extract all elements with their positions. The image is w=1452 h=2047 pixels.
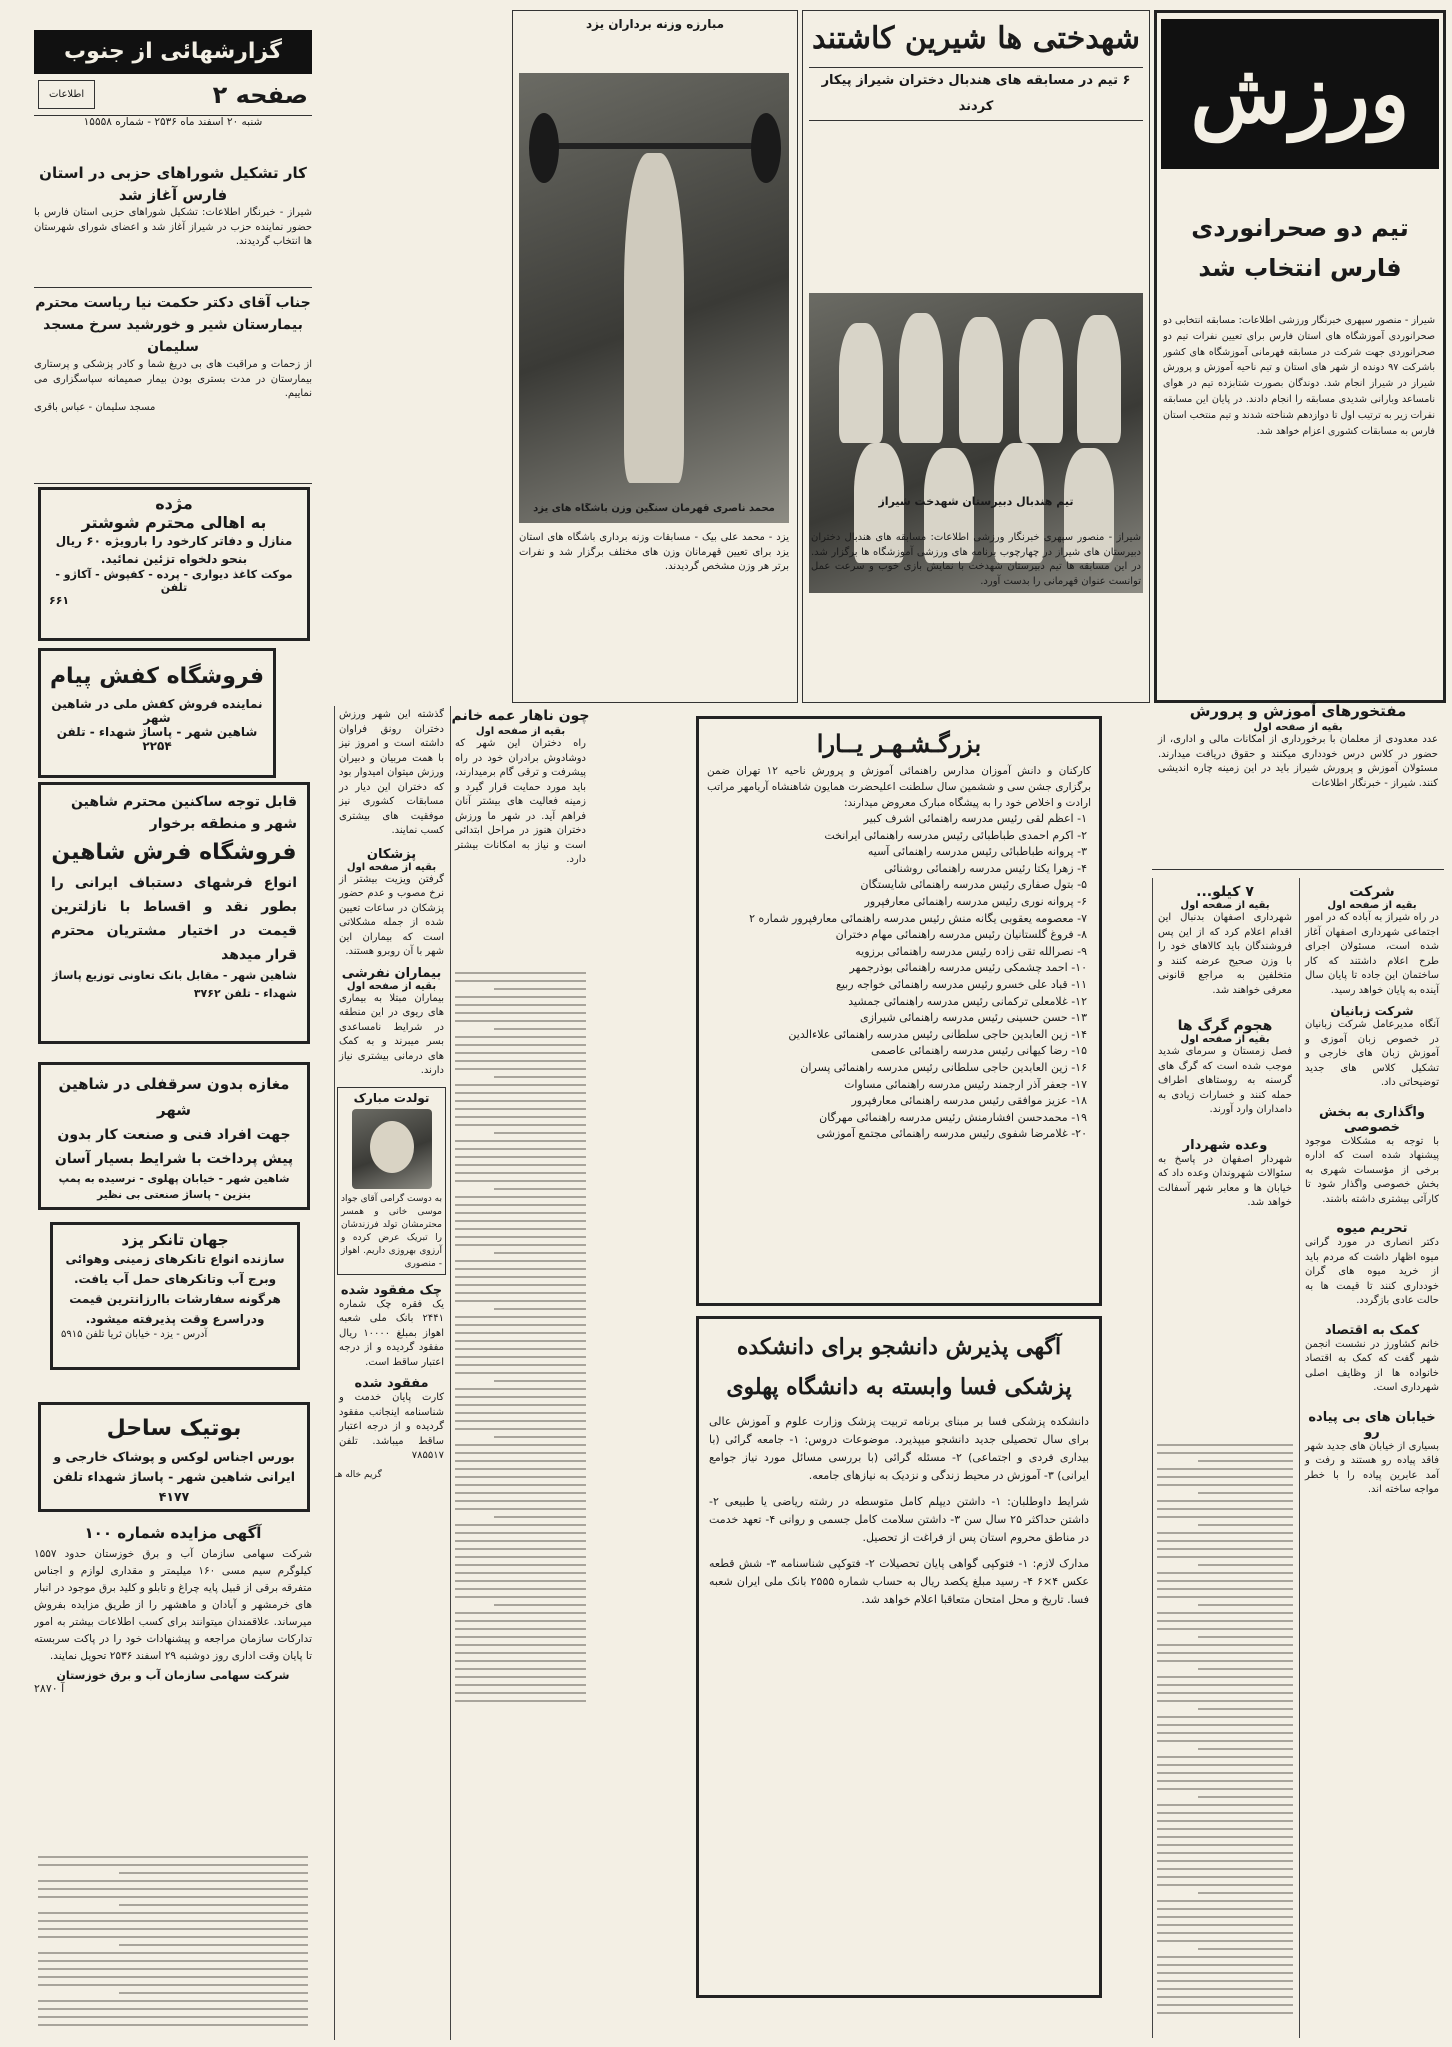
principal-entry: ۹- نصرالله تقی زاده رئیس مدرسه راهنمائی برزویه bbox=[855, 944, 1087, 958]
shahin-title: فروشگاه فرش شاهین bbox=[51, 840, 297, 865]
vagozari-title: واگذاری به بخش خصوصی bbox=[1319, 1104, 1425, 1135]
handball-body: شیراز - منصور سپهری خبرنگار ورزشی اطلاعات: مسابقه های هندبال دختران دبیرستان های شیراز در چهارچوب برنامه های ورزشی آموزشگاه ها برگزار شد. در این مسابقه ها تیم دبیرستان شهدخت با نمایش بازی خوب و سرعت عمل توانست عنوان قهرمانی را بدست آورد. bbox=[811, 532, 1141, 587]
south-title: گزارشهائی از جنوب bbox=[34, 30, 312, 74]
player-figure bbox=[1077, 315, 1121, 443]
councils-article bbox=[34, 162, 312, 288]
payam-title: فروشگاه کفش پیام bbox=[49, 664, 265, 689]
principal-entry: ۱۸- عزیز موافقی رئیس مدرسه راهنمائی معارفپرور bbox=[851, 1094, 1087, 1108]
tanker-line1: سازنده انواع تانکرهای زمینی وهوائی وبرج آب وتانکرهای حمل آب یافت. bbox=[65, 1252, 285, 1286]
auction-code: آ ۲۸۷۰ bbox=[34, 1682, 65, 1695]
ad-store bbox=[38, 1062, 310, 1210]
amehkhanom-title: چون ناهار عمه خانم bbox=[451, 708, 590, 724]
pezeshkan-sub: بقیه از صفحه اول bbox=[346, 861, 437, 873]
shirkat-sub: بقیه از صفحه اول bbox=[1327, 900, 1417, 911]
ettelaat-logo: اطلاعات bbox=[38, 80, 95, 109]
thanks-title: جناب آقای دکتر حکمت نیا ریاست محترم بیمارستان شیر و خورشید سرخ مسجد سلیمان bbox=[35, 295, 311, 355]
shahin-line1: انواع فرشهای دستباف ایرانی را بطور نقد و اقساط با نازلترین قیمت در اختیار مشتریان محترم قرار میدهد bbox=[51, 875, 297, 963]
text-filler bbox=[38, 1850, 308, 2030]
admission-documents: مدارک لازم: ۱- فتوکپی گواهی پایان تحصیلات ۲- فتوکپی شناسنامه ۳- شش قطعه عکس ۴×۶ ۴- رسید مبلغ یکصد ریال به حساب شماره ۲۵۵۵ بانک ملی ایران شعبه فسا. تاریخ و محل امتحان متعاقبا اعلام خواهد شد. bbox=[709, 1557, 1089, 1606]
bimaran-body: بیماران مبتلا به بیماری های ریوی در این منطقه در شرایط نامساعدی بسر میبرند و به کمک های درمانی بیشتری نیاز دارند. bbox=[339, 992, 444, 1076]
cheque-note: گریم خاله هـ bbox=[335, 1469, 382, 1480]
player-figure bbox=[959, 317, 1003, 443]
birthday-body: به دوست گرامی آقای جواد موسی خانی و همسر محترمشان تولد فرزندشان را تبریک عرض کرده و آرزوی بهروزی داریم. اهواز - منصوری bbox=[341, 1193, 442, 1269]
weightlifting-body: یزد - محمد علی بیک - مسابقات وزنه برداری باشگاه های استان یزد برای تعیین قهرمانان وزن های مختلف برگزار شد و نفرات برتر هر وزن مشخص گردیدند. bbox=[519, 532, 789, 572]
col-left-top-body: گذشته این شهر ورزش دختران رونق فراوان داشته است و امروز نیز با همت مربیان و دبیران ورزش میتوان امیدوار بود که دختران این دیار در مسابقات کشوری نیز موفقیت های بیشتری کسب نمایند. bbox=[339, 709, 444, 836]
lost-title: مفقود شده bbox=[354, 1376, 429, 1391]
text-filler bbox=[1157, 1438, 1293, 2028]
vadeh-title: وعده شهردار bbox=[1182, 1137, 1268, 1153]
right-lower-col-a bbox=[1299, 878, 1444, 2038]
sports-section bbox=[1154, 10, 1446, 703]
store-line2: شاهین شهر - خیابان پهلوی - نرسیده به پمپ بنزین - پاساژ صنعتی بی نظیر bbox=[58, 1173, 290, 1201]
cheque-body: یک فقره چک شماره ۲۴۴۱ بانک ملی شعبه اهواز بمبلغ ۱۰۰۰۰ ریال مفقود گردیده و از درجه اعتبار ساقط است. bbox=[339, 1298, 444, 1368]
principal-entry: ۴- زهرا یکتا رئیس مدرسه راهنمائی روشنائی bbox=[884, 861, 1087, 875]
handball-caption: تیم هندبال دبیرستان شهدخت شیراز bbox=[878, 495, 1074, 508]
mid-col-right bbox=[450, 706, 590, 2040]
barbell-plate bbox=[529, 113, 559, 183]
baby-face bbox=[370, 1121, 414, 1173]
sports-headline: تیم دو صحرانوردی فارس انتخاب شد bbox=[1191, 214, 1409, 282]
ad-payam bbox=[38, 648, 276, 778]
councils-title: کار تشکیل شوراهای حزبی در استان فارس آغاز شد bbox=[39, 164, 307, 204]
boutique-line1: بورس اجناس لوکس و پوشاک خارجی و ایرانی شاهین شهر - پاساژ شهداء تلفن ۴۱۷۷ bbox=[52, 1449, 296, 1504]
komak-title: کمک به اقتصاد bbox=[1324, 1322, 1420, 1338]
south-page: صفحه ۲ bbox=[212, 80, 308, 109]
thanks-body: از زحمات و مراقبت های بی دریغ شما و کادر پزشکی و پرستاری بیمارستان در مدت بستری بودن بیمار صمیمانه سپاسگزاری می نماییم. bbox=[34, 359, 312, 399]
principal-entry: ۶- پروانه نوری رئیس مدرسه راهنمائی معارفپرور bbox=[864, 894, 1087, 908]
principal-entry: ۷- معصومه یعقوبی یگانه منش رئیس مدرسه راهنمائی معارفپرور شماره ۲ bbox=[749, 911, 1087, 925]
principal-entry: ۱۲- غلامعلی ترکمانی رئیس مدرسه راهنمائی جمشید bbox=[848, 994, 1087, 1008]
admission-title: آگهی پذیرش دانشجو برای دانشکده پزشکی فسا وابسته به دانشگاه پهلوی bbox=[726, 1334, 1072, 1400]
pezeshkan-body: گرفتن ویزیت بیشتر از نرخ مصوب و عدم حضور پزشکان در ساعات تعیین شده از جمله مشکلاتی است که بیماران این شهر با آن روبرو هستند. bbox=[339, 873, 444, 957]
lost-body: کارت پایان خدمت و شناسنامه اینجانب مفقود گردیده و از درجه اعتبار ساقط میباشد. تلفن ۷۸۵۵۱۷ bbox=[339, 1392, 444, 1461]
principal-entry: ۳- پروانه طباطبائی رئیس مدرسه راهنمائی آسیه bbox=[867, 845, 1087, 859]
barbell-bar bbox=[539, 143, 769, 149]
amehkhanom-sub: بقیه از صفحه اول bbox=[475, 726, 566, 737]
store-title: مغازه بدون سرقفلی در شاهین شهر bbox=[58, 1075, 290, 1119]
weightlifting-section bbox=[512, 10, 798, 703]
ad-shahin-carpet bbox=[38, 782, 310, 1044]
bozorgdasht-notice bbox=[696, 716, 1102, 1306]
principal-entry: ۵- بتول صفاری رئیس مدرسه راهنمائی شایستگان bbox=[860, 878, 1087, 892]
shahin-line2: شاهین شهر - مقابل بانک تعاونی توزیع پاساژ شهداء - تلفن ۳۷۶۲ bbox=[52, 969, 297, 1000]
principal-entry: ۱۳- حسن حسینی رئیس مدرسه راهنمائی شیرازی bbox=[859, 1011, 1087, 1025]
vadeh-body: شهردار اصفهان در پاسخ به سئوالات شهروندان وعده داد که خیابان ها و معابر شهر آسفالت خواهد شد. bbox=[1158, 1153, 1292, 1208]
gorg-sub: بقیه از صفحه اول bbox=[1180, 1034, 1270, 1045]
admission-conditions: شرایط داوطلبان: ۱- داشتن دیپلم کامل متوسطه در رشته ریاضی یا طبیعی ۲- داشتن حداکثر ۲۵ سال سن ۳- داشتن سلامت کامل جسمی و روانی ۴- تعهد خدمت در مناطق محروم استان پس از فراغت از تحصیل. bbox=[709, 1495, 1089, 1544]
auction-notice bbox=[34, 1520, 312, 2040]
bozorgdasht-intro: کارکنان و دانش آموزان مدارس راهنمائی آموزش و پرورش ناحیه ۱۲ تهران ضمن برگزاری جشن سی و ششمین سال سلطنت اعلیحضرت همایون شاهنشاه آریامهر مراتب ارادت و اخلاص خود را به پیشگاه مبارک معروض میدارند: bbox=[707, 765, 1092, 809]
sports-logo: ورزش bbox=[1161, 19, 1439, 169]
payam-line1: نماینده فروش کفش ملی در شاهین شهر bbox=[51, 697, 263, 725]
khiaban-body: بسیاری از خیابان های جدید شهر فاقد پیاده رو هستند و رفت و آمد عابرین پیاده را با خطر مواجه ساخته اند. bbox=[1305, 1440, 1439, 1495]
principal-entry: ۱۶- زین العابدین حاجی سلطانی رئیس مدرسه راهنمائی پسران bbox=[800, 1060, 1087, 1074]
birthday-notice bbox=[337, 1087, 446, 1275]
south-header bbox=[34, 30, 312, 158]
handball-section bbox=[802, 10, 1150, 703]
shahin-top: قابل توجه ساکنین محترم شاهین شهر و منطقه برخوار bbox=[71, 794, 297, 832]
principal-entry: ۱۷- جعفر آذر ارجمند رئیس مدرسه راهنمائی مساوات bbox=[844, 1077, 1087, 1091]
principal-entry: ۸- فروغ گلستانیان رئیس مدرسه راهنمائی مهام دختران bbox=[835, 928, 1087, 942]
baby-photo bbox=[352, 1109, 432, 1189]
principal-entry: ۱۰- احمد چشمکی رئیس مدرسه راهنمائی بوذرجمهر bbox=[849, 961, 1087, 975]
player-figure bbox=[899, 313, 943, 443]
payam-line2: شاهین شهر - پاساژ شهداء - تلفن ۲۲۵۴ bbox=[56, 725, 258, 753]
tanker-line2: هرگونه سفارشات باارزانترین قیمت ودراسرع وقت پذیرفته میشود. bbox=[69, 1292, 281, 1326]
principal-list bbox=[707, 811, 1091, 1143]
player-figure bbox=[1019, 319, 1063, 443]
mojdeh-line1: به اهالی محترم شوشتر bbox=[81, 513, 267, 532]
kilo-sub: بقیه از صفحه اول bbox=[1180, 900, 1270, 911]
boutique-title: بوتیک ساحل bbox=[106, 1416, 242, 1441]
weightlifting-title: مبارزه وزنه برداران یزد bbox=[585, 17, 725, 31]
principal-entry: ۱۱- قباد علی خسرو رئیس مدرسه راهنمائی خواجه ربیع bbox=[836, 977, 1087, 991]
councils-body: شیراز - خبرنگار اطلاعات: تشکیل شوراهای حزبی استان فارس با حضور نماینده حزب در شیراز آغاز شد و اعضای شورای شهرستان ها انتخاب گردیدند. bbox=[34, 207, 312, 247]
teachers-title: مفتخورهای آموزش و پرورش bbox=[1189, 702, 1407, 720]
thanks-signature: مسجد سلیمان - عباس باقری bbox=[34, 401, 156, 413]
thanks-notice bbox=[34, 292, 312, 484]
kilo-title: ۷ کیلو... bbox=[1196, 884, 1254, 900]
teachers-sub: بقیه از صفحه اول bbox=[1253, 722, 1343, 733]
principal-entry: ۱۴- زین العابدین حاجی سلطانی رئیس مدرسه راهنمائی علاءالدین bbox=[788, 1027, 1087, 1041]
teachers-article bbox=[1152, 700, 1444, 870]
sports-body: شیراز - منصور سپهری خبرنگار ورزشی اطلاعات: مسابقه انتخابی دو صحرانوردی آموزشگاه های استان فارس برای تعیین نفرات تیم دو صحرانوردی جهت شرکت در مسابقه قهرمانی آموزشگاه های کشور باشرکت ۹۷ دونده از شهر های استان و تیم ناحیه آموزش و پرورش شیراز در شیراز انجام شد. دوندگان بصورت شتابزده تیم در هوای نامساعد وبارانی شدیدی مسابقه را انجام دادند. در پایان این مسابقه نفرات زیر به ترتیب اول تا دوازدهم شناخته شدند و تیم منتخب استان فارس به مسابقات کشوری اعزام خواهد شد. bbox=[1163, 315, 1435, 437]
khiaban-title: خیابان های بی پیاده رو bbox=[1308, 1409, 1436, 1440]
kilo-body: شهرداری اصفهان بدنبال این اقدام اعلام کرد که از این پس فروشندگان باید کالاهای خود را با وزن صحیح عرضه کنند و متخلفین به مراجع قانونی معرفی خواهند شد. bbox=[1158, 912, 1292, 996]
shirkat-body: در راه شیراز به آباده که در امور اجتماعی شهرداری اصفهان آغاز شده است، مسئولان اجرای طرح اعلام داشتند که کار ساختمان این جاده تا پایان سال آینده به پایان خواهد رسید. bbox=[1305, 912, 1439, 996]
principal-entry: ۲- اکرم احمدی طباطبائی رئیس مدرسه راهنمائی ایرانخت bbox=[824, 828, 1087, 842]
store-line1: جهت افراد فنی و صنعت کار بدون پیش پرداخت با شرایط بسیار آسان bbox=[54, 1127, 294, 1167]
weightlifter-photo bbox=[519, 73, 789, 523]
tanker-line3: آدرس - یزد - خیابان ثریا تلفن ۵۹۱۵ bbox=[61, 1329, 208, 1340]
principal-entry: ۲۰- غلامرضا شفوی رئیس مدرسه راهنمائی مجتمع آموزشی bbox=[816, 1127, 1087, 1141]
auction-body: شرکت سهامی سازمان آب و برق خوزستان حدود ۱۵۵۷ کیلوگرم سیم مسی ۱۶۰ میلیمتر و مقداری لوازم و اجناس متفرقه برقی از قبیل پایه چراغ و تابلو و کلید برق موجود در انبار های خرمشهر و آبادان و ماهشهر را از طریق مزایده بفروش میرساند. علاقمندان میتوانند برای کسب اطلاعات بیشتر به امور تدارکات سازمان مراجعه و پیشنهادات خود را در پاکت سربسته تا پایان وقت اداری روز دوشنبه ۲۹ اسفند ۲۵۳۶ تحویل نمایند. bbox=[34, 1548, 312, 1662]
barbell-plate bbox=[751, 113, 781, 183]
gorg-body: فصل زمستان و سرمای شدید موجب شده است که گرگ های گرسنه به روستاهای اطراف حمله کنند و خسارات زیادی به دامداران وارد آورند. bbox=[1158, 1046, 1292, 1115]
birthday-title: تولدت مبارک bbox=[353, 1090, 430, 1105]
ad-mojdeh bbox=[38, 487, 310, 641]
bimaran-sub: بقیه از صفحه اول bbox=[346, 980, 437, 992]
principal-entry: ۱- اعظم لقی رئیس مدرسه راهنمائی اشرف کبیر bbox=[863, 812, 1087, 825]
auction-title: آگهی مزایده شماره ۱۰۰ bbox=[84, 1524, 262, 1542]
player-figure bbox=[839, 323, 883, 443]
tanker-title: جهان تانکر یزد bbox=[121, 1231, 229, 1249]
weightlifting-caption: محمد ناصری قهرمان سنگین وزن باشگاه های یزد bbox=[533, 503, 775, 514]
mid-col-left bbox=[334, 706, 448, 2040]
right-lower-col-b bbox=[1152, 878, 1297, 2038]
mojdeh-line3: موکت کاغذ دیواری - پرده - کفپوش - آکاژو - تلفن bbox=[55, 568, 293, 594]
pezeshkan-title: پزشکان bbox=[366, 846, 417, 862]
shirkat-sub2: شرکت زبانیان bbox=[1330, 1004, 1414, 1018]
cheque-title: چک مفقود شده bbox=[340, 1282, 443, 1298]
issue-date: شنبه ۲۰ اسفند ماه ۲۵۳۶ - شماره ۱۵۵۵۸ bbox=[34, 115, 312, 128]
shirkat-title: شرکت bbox=[1349, 884, 1395, 900]
mojdeh-title: مژده bbox=[155, 494, 193, 513]
admission-intro: دانشکده پزشکی فسا بر مبنای برنامه تربیت پزشک وزارت علوم و آموزش عالی برای سال تحصیلی جدید دانشجو میپذیرد. موضوعات دروس: ۱- جامعه گرائی (با بیداری فردی و اجتماعی) ۲- مسئله گرائی (با بررسی مسائل مورد نیاز جوامع ایرانی) ۳- آموزش در محیط زندگی و نزدیک به نیازهای جامعه. bbox=[709, 1415, 1089, 1482]
shirkat-body2: آنگاه مدیرعامل شرکت زبانیان در خصوص زبان آموزی و آموزش زبان های خارجی و تشکیل کلاس های جدید توضیحاتی داد. bbox=[1305, 1019, 1439, 1088]
lifter-figure bbox=[624, 153, 684, 483]
teachers-body: عدد معدودی از معلمان با برخورداری از امکانات مالی و اداری، از حضور در کلاس درس خودداری میکنند و حقوق دریافت میدارند. مسئولان آموزش و پرورش شیراز باید در این زمینه چاره اندیشی کنند. شیراز - خبرنگار اطلاعات bbox=[1158, 734, 1438, 789]
gorg-title: هجوم گرگ ها bbox=[1177, 1018, 1273, 1034]
auction-signature: شرکت سهامی سازمان آب و برق خوزستان bbox=[56, 1669, 290, 1682]
mojdeh-line2: منازل و دفاتر کارخود را بارویژه ۶۰ ریال بنحو دلخواه تزئین نمائید. bbox=[55, 534, 293, 566]
bozorgdasht-title: بزرگـشـهـر یــارا bbox=[816, 729, 982, 758]
principal-entry: ۱۵- رضا کیهانی رئیس مدرسه راهنمائی عاصمی bbox=[870, 1044, 1087, 1058]
handball-title: شهدختی ها شیرین کاشتند bbox=[812, 21, 1140, 56]
tahrim-title: تحریم میوه bbox=[1336, 1221, 1408, 1236]
mojdeh-phone: ۶۶۱ bbox=[49, 594, 70, 607]
amehkhanom-body: راه دختران این شهر که دوشادوش برادران خود در راه پیشرفت و ترقی گام برمیدارند، باید مورد حمایت قرار گیرد و زمینه فعالیت های بیشتر آنان فراهم آید. در شهر ما ورزش دختران هنوز در مراحل ابتدائی است و نیاز به امکانات بیشتر دارد. bbox=[455, 738, 586, 865]
admission-notice bbox=[696, 1316, 1102, 1998]
text-filler bbox=[455, 966, 586, 2030]
ad-boutique bbox=[38, 1402, 310, 1512]
tahrim-body: دکتر انصاری در مورد گرانی میوه اظهار داشت که مردم باید از خرید میوه های گران خودداری کنند تا قیمت ها به حالت عادی بازگردد. bbox=[1305, 1237, 1439, 1306]
bimaran-title: بیماران نفرشی bbox=[341, 965, 442, 981]
ad-tanker bbox=[50, 1222, 300, 1370]
principal-entry: ۱۹- محمدحسن افشارمنش رئیس مدرسه راهنمائی مهرگان bbox=[819, 1110, 1087, 1124]
komak-body: خانم کشاورز در نشست انجمن شهر گفت که کمک به اقتصاد خانواده ها از وظایف اصلی شهرداری است. bbox=[1305, 1338, 1439, 1393]
handball-subtitle: ۶ تیم در مسابقه های هندبال دختران شیراز پیکار کردند bbox=[809, 67, 1143, 121]
vagozari-body: با توجه به مشکلات موجود پیشنهاد شده است که اداره برخی از مؤسسات شهری به بخش خصوصی واگذار شود تا کارآئی بیشتری داشته باشند. bbox=[1305, 1135, 1439, 1205]
